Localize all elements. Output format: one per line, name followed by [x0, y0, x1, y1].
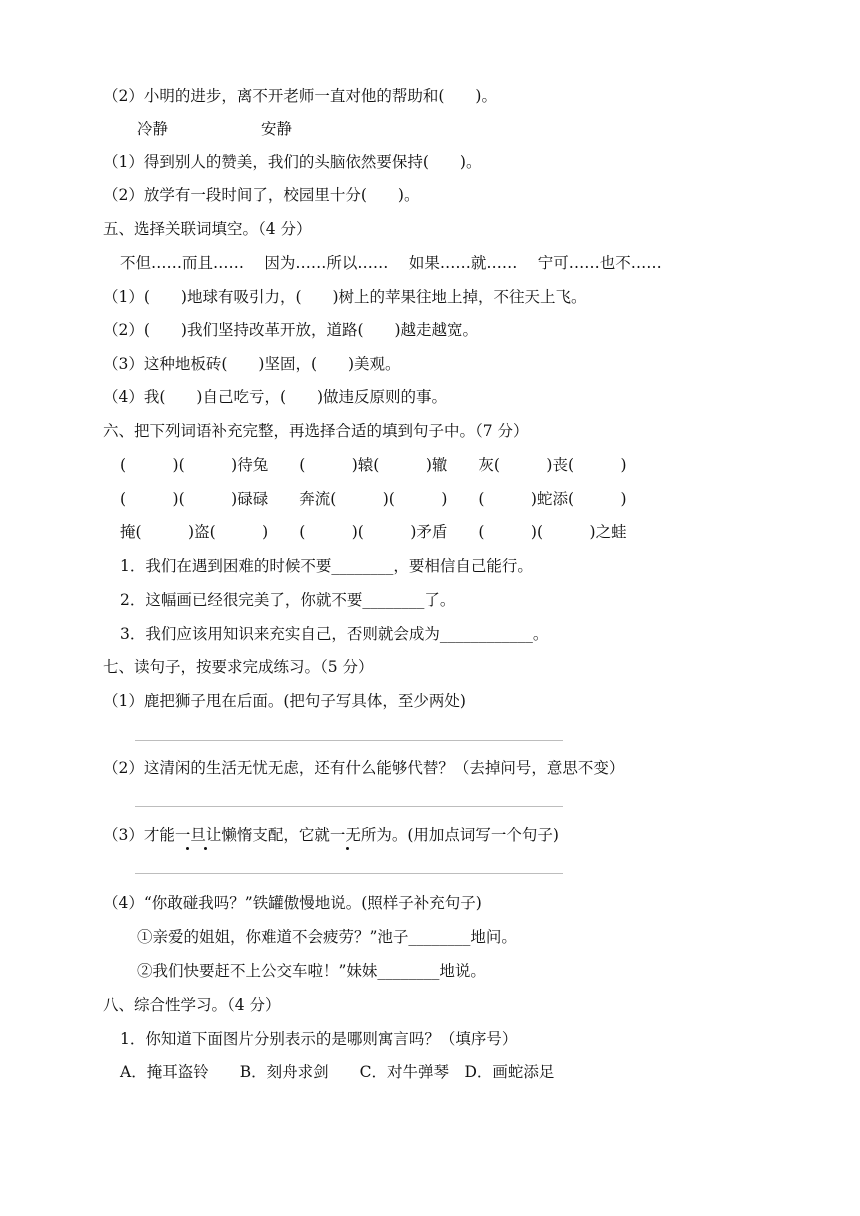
emphasis-dot [346, 847, 349, 850]
answer-line [135, 740, 563, 741]
idiom-row: ( )( )待兔 ( )辕( )辙 灰( )丧( ) [120, 456, 627, 474]
question-text: （3）这种地板砖( )坚固，( )美观。 [103, 355, 401, 373]
answer-line [135, 873, 563, 874]
section-heading: 七、读句子，按要求完成练习。（5 分） [103, 658, 374, 676]
question-text: （1）( )地球有吸引力，( )树上的苹果往地上掉，不往天上飞。 [103, 288, 587, 306]
section-heading: 六、把下列词语补充完整，再选择合适的填到句子中。（7 分） [103, 422, 529, 440]
question-text: 3．我们应该用知识来充实自己，否则就会成为____________。 [120, 625, 549, 643]
question-text: （2）小明的进步，离不开老师一直对他的帮助和( )。 [103, 87, 497, 105]
question-text: （2）放学有一段时间了，校园里十分( )。 [103, 186, 420, 204]
idiom-row: ( )( )碌碌 奔流( )( ) ( )蛇添( ) [120, 490, 627, 508]
idiom-row: 掩( )盗( ) ( )( )矛盾 ( )( )之蛙 [120, 523, 627, 541]
emphasis-dot [186, 847, 189, 850]
emphasis-dot [204, 847, 207, 850]
question-text: （2）( )我们坚持改革开放，道路( )越走越宽。 [103, 321, 479, 339]
word-options: 冷静 安静 [137, 120, 293, 138]
question-text: ①亲爱的姐姐，你难道不会疲劳？”池子________地问。 [137, 928, 517, 946]
question-text: （1）得到别人的赞美，我们的头脑依然要保持( )。 [103, 153, 482, 171]
question-text: （2）这清闲的生活无忧无虑，还有什么能够代替？（去掉问号，意思不变） [103, 759, 625, 777]
question-text: （4）我( )自己吃亏，( )做违反原则的事。 [103, 388, 448, 406]
conjunction-options: 不但……而且…… 因为……所以…… 如果……就…… 宁可……也不…… [120, 254, 662, 272]
answer-options: A．掩耳盗铃 B．刻舟求剑 C．对牛弹琴 D．画蛇添足 [120, 1063, 555, 1081]
question-text: （1）鹿把狮子甩在后面。(把句子写具体，至少两处) [103, 692, 466, 710]
answer-line [135, 806, 563, 807]
question-text: （4）“你敢碰我吗？”铁罐傲慢地说。(照样子补充句子) [103, 894, 482, 912]
section-heading: 五、选择关联词填空。（4 分） [103, 220, 312, 238]
question-text: ②我们快要赶不上公交车啦！”妹妹________地说。 [137, 962, 486, 980]
question-text: （3）才能一旦让懒惰支配，它就一无所为。(用加点词写一个句子) [103, 826, 559, 844]
question-text: 2．这幅画已经很完美了，你就不要________了。 [120, 591, 456, 609]
question-text: 1．你知道下面图片分别表示的是哪则寓言吗？（填序号） [120, 1030, 518, 1048]
section-heading: 八、综合性学习。（4 分） [103, 996, 281, 1014]
question-text: 1．我们在遇到困难的时候不要________，要相信自己能行。 [120, 557, 533, 575]
